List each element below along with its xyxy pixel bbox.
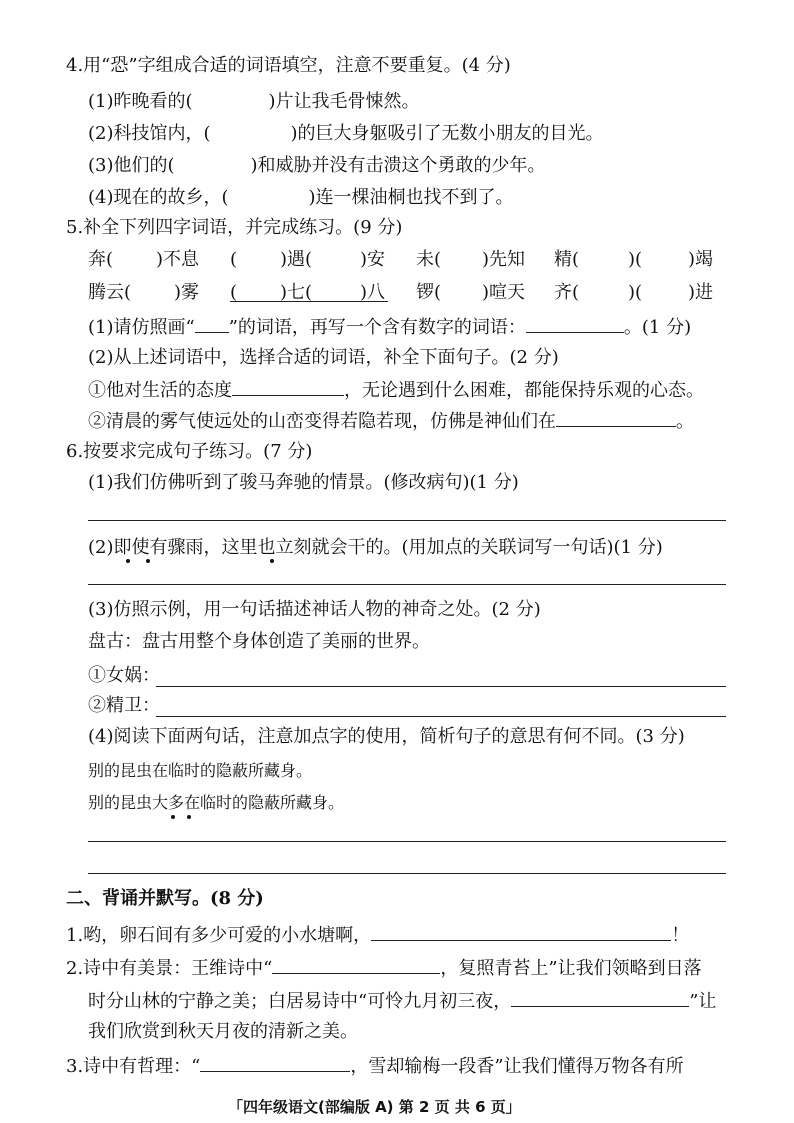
q5-r2-b1: ( <box>230 282 238 303</box>
q5-r2-a2: )雾 <box>174 282 200 303</box>
q5-r2-d1: 齐( <box>554 282 580 303</box>
q5-r1-a2: )不息 <box>156 249 200 270</box>
q6-answer-line-3[interactable] <box>88 841 726 842</box>
part2-blank-1[interactable] <box>371 922 671 941</box>
q5-s1-blank[interactable] <box>232 377 344 396</box>
q6-sub2: (2)即使有骤雨，这里也立刻就会干的。(用加点的关联词写一句话)(1 分) <box>88 537 663 558</box>
q5-r1-b3: )安 <box>360 249 386 270</box>
page-footer: 「四年级语文(部编版 A) 第 2 页 共 6 页」 <box>228 1098 521 1116</box>
q5-sentence-1: ①他对生活的态度 ，无论遇到什么困难，都能保持乐观的心态。 <box>88 377 704 403</box>
q5-r2-b3: )八 <box>360 282 386 303</box>
q5-r1-d3: )竭 <box>688 249 714 270</box>
part2-blank-2a[interactable] <box>272 955 440 974</box>
q5-r1-d2: )( <box>628 249 643 270</box>
q5-r2-d2: )( <box>628 282 643 303</box>
q5-r1-b2: )遇( <box>280 249 313 270</box>
q6-sub1: (1)我们仿佛听到了骏马奔驰的情景。(修改病句)(1 分) <box>88 472 519 493</box>
q4-item-3: (3)他们的( )和威胁并没有击溃这个勇敢的少年。 <box>88 155 546 176</box>
q4-item-1: (1)昨晚看的( )片让我毛骨悚然。 <box>88 91 420 112</box>
q6-answer-line-2[interactable] <box>88 584 726 585</box>
part2-line-2c: 我们欣赏到秋天月夜的清新之美。 <box>88 1021 358 1042</box>
q5-r1-d1: 精( <box>554 249 580 270</box>
part2-line-1: 1.哟，卵石间有多少可爱的小水塘啊， ！ <box>66 922 689 948</box>
emphasis-dot <box>126 559 130 563</box>
q5-r1-a1: 奔( <box>88 249 114 270</box>
part2-blank-2b[interactable] <box>511 988 689 1007</box>
q5-idiom-underline <box>230 301 388 302</box>
q5-sentence-2: ②清晨的雾气使远处的山峦变得若隐若现，仿佛是神仙们在 。 <box>88 408 694 434</box>
part2-title: 二、背诵并默写。(8 分) <box>66 888 264 909</box>
part2-line-2a: 2.诗中有美景：王维诗中“ ，复照青苔上”让我们领略到日落 <box>66 955 702 981</box>
q6-sentence-b: 别的昆虫大多在临时的隐蔽所藏身。 <box>88 793 345 812</box>
part2-line-3: 3.诗中有哲理：“ ，雪却输梅一段香”让我们懂得万物各有所 <box>66 1053 684 1079</box>
q5-r1-b1: ( <box>230 249 238 270</box>
q5-r1-c1: 未( <box>416 249 442 270</box>
emphasis-dot <box>270 559 274 563</box>
emphasis-dot <box>171 815 175 819</box>
q5-r2-c1: 锣( <box>416 282 442 303</box>
q6-sub4: (4)阅读下面两句话，注意加点字的使用，简析句子的意思有何不同。(3 分) <box>88 726 685 747</box>
part2-blank-3[interactable] <box>200 1053 350 1072</box>
q4-title: 4.用“恐”字组成合适的词语填空，注意不要重复。(4 分) <box>66 55 511 76</box>
q6-answer-line-1[interactable] <box>88 520 726 521</box>
q5-r2-b2: )七( <box>280 282 313 303</box>
q6-nuwa-label: ①女娲： <box>88 665 160 686</box>
q5-r1-c2: )先知 <box>482 249 526 270</box>
q5-s2-blank[interactable] <box>556 408 676 427</box>
q5-sub1: (1)请仿照画“ ”的词语，再写一个含有数字的词语： 。(1 分) <box>88 314 691 340</box>
q6-sub3: (3)仿照示例，用一句话描述神话人物的神奇之处。(2 分) <box>88 599 541 620</box>
q6-sentence-a: 别的昆虫在临时的隐蔽所藏身。 <box>88 761 313 780</box>
q6-answer-line-4[interactable] <box>88 873 726 874</box>
q5-r2-a1: 腾云( <box>88 282 132 303</box>
q4-item-4: (4)现在的故乡，( )连一棵油桐也找不到了。 <box>88 187 514 208</box>
q6-example: 盘古：盘古用整个身体创造了美丽的世界。 <box>88 631 430 652</box>
emphasis-dot <box>187 815 191 819</box>
q5-r2-d3: )进 <box>688 282 714 303</box>
emphasis-dot <box>146 559 150 563</box>
q5-title: 5.补全下列四字词语，并完成练习。(9 分) <box>66 217 403 238</box>
q5-sub2: (2)从上述词语中，选择合适的词语，补全下面句子。(2 分) <box>88 347 559 368</box>
q6-jingwei-line[interactable] <box>156 716 726 717</box>
q6-jingwei-label: ②精卫： <box>88 695 160 716</box>
q6-nuwa-line[interactable] <box>156 686 726 687</box>
q5-sub1-blank[interactable] <box>526 314 624 333</box>
q5-r2-c2: )喧天 <box>482 282 526 303</box>
q6-title: 6.按要求完成句子练习。(7 分) <box>66 441 313 462</box>
part2-line-2b: 时分山林的宁静之美；白居易诗中“可怜九月初三夜， ”让 <box>88 988 716 1014</box>
q4-item-2: (2)科技馆内，( )的巨大身躯吸引了无数小朋友的目光。 <box>88 123 604 144</box>
